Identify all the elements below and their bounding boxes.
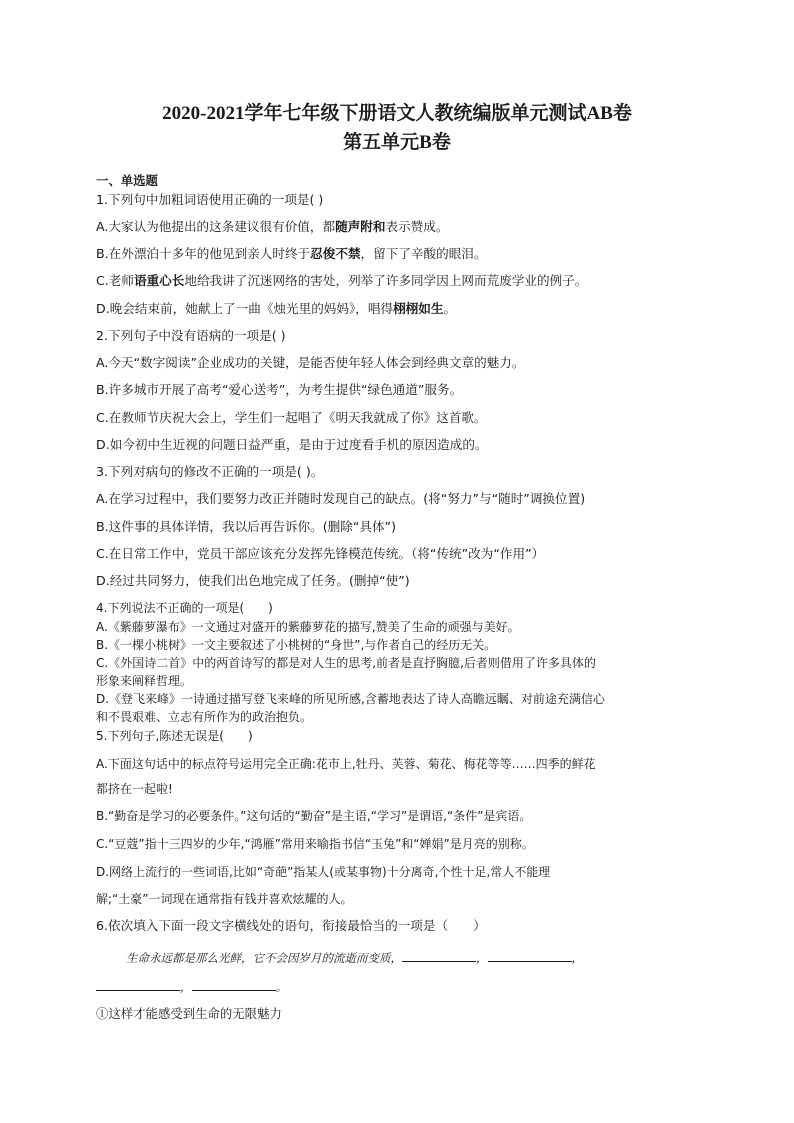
q4-option-a: A.《紫藤萝瀑布》一文通过对盛开的紫藤萝花的描写,赞美了生命的顽强与美好。 [96, 620, 520, 634]
section-heading: 一、单选题 [96, 173, 158, 188]
q3-option-b: B.这件事的具体详情，我以后再告诉你。(删除“具体”) [96, 519, 396, 534]
q1-option-d: D.晚会结束前，她献上了一曲《烛光里的妈妈》，唱得栩栩如生。 [96, 301, 457, 316]
fill-blank [96, 979, 180, 991]
q4-option-d-line2: 和不畏艰难、立志有所作为的政治抱负。 [96, 710, 313, 724]
q6-option-1: ①这样才能感受到生命的无限魅力 [96, 1006, 282, 1021]
q1-option-b: B.在外漂泊十多年的他见到亲人时终于忍俊不禁，留下了辛酸的眼泪。 [96, 246, 487, 261]
q1-option-c: C.老师语重心长地给我讲了沉迷网络的害处，列举了许多同学因上网而荒废学业的例子。 [96, 273, 588, 288]
q6-passage: 生命永远都是那么光鲜，它不会因岁月的流逝而变质， ， ， [126, 951, 583, 965]
q6-passage-continued: ， 。 [96, 979, 287, 995]
document-title: 2020-2021学年七年级下册语文人教统编版单元测试AB卷 [162, 103, 632, 124]
q4-option-c-line1: C.《外国诗二首》中的两首诗写的都是对人生的思考,前者是直抒胸臆,后者则借用了许多具体的 [96, 656, 596, 670]
q6-stem: 6.依次填入下面一段文字横线处的语句，衔接最恰当的一项是（ ） [96, 918, 486, 933]
document-subtitle: 第五单元B卷 [343, 132, 451, 153]
q3-option-a: A.在学习过程中，我们要努力改正并随时发现自己的缺点。(将“努力”与“随时”调换位置) [96, 491, 586, 506]
fill-blank [402, 950, 476, 962]
q5-option-c: C.“豆蔻”指十三四岁的少年,“鸿雁”常用来喻指书信“玉兔”和“婵娟”是月亮的别称。 [96, 837, 534, 851]
q3-stem: 3.下列对病句的修改不正确的一项是( )。 [96, 464, 324, 479]
q5-option-a-line1: A.下面这句话中的标点符号运用完全正确:花市上,牡丹、芙蓉、菊花、梅花等等……四季的鲜花 [96, 757, 596, 771]
q5-option-d-line1: D.网络上流行的一些词语,比如“奇葩”指某人(或某事物)十分离奇,个性十足,常人不能理 [96, 865, 551, 879]
q5-option-b: B.“勤奋是学习的必要条件。”这句话的“勤奋”是主语,“学习”是谓语,“条件”是宾语。 [96, 809, 532, 823]
fill-blank [192, 979, 276, 991]
q2-option-c: C.在教师节庆祝大会上，学生们一起唱了《明天我就成了你》这首歌。 [96, 410, 487, 425]
q2-option-a: A.今天“数字阅读”企业成功的关键，是能否使年轻人体会到经典文章的魅力。 [96, 355, 525, 370]
q1-option-a: A.大家认为他提出的这条建议很有价值，都随声附和表示赞成。 [96, 219, 449, 234]
q4-option-b: B.《一棵小桃树》一文主要叙述了小桃树的“身世”,与作者自己的经历无关。 [96, 638, 497, 652]
q4-option-d-line1: D.《登飞来峰》一诗通过描写登飞来峰的所见所感,含蓄地表达了诗人高瞻远瞩、对前途充满信心 [96, 692, 605, 706]
q2-option-b: B.许多城市开展了高考“爱心送考”，为考生提供“绿色通道”服务。 [96, 382, 463, 397]
q2-option-d: D.如今初中生近视的问题日益严重，是由于过度看手机的原因造成的。 [96, 437, 488, 452]
q5-option-a-line2: 都挤在一起啦! [96, 782, 173, 796]
q1-stem: 1.下列句中加粗词语使用正确的一项是( ) [96, 192, 324, 207]
q4-stem: 4.下列说法不正确的一项是( ) [96, 601, 273, 615]
q2-stem: 2.下列句子中没有语病的一项是( ) [96, 328, 286, 343]
q5-option-d-line2: 解;“土豪”一词现在通常指有钱并喜欢炫耀的人。 [96, 892, 353, 906]
fill-blank [488, 950, 572, 962]
q5-stem: 5.下列句子,陈述无误是( ) [96, 729, 253, 743]
q3-option-c: C.在日常工作中，党员干部应该充分发挥先锋模范传统。（将“传统”改为“作用”） [96, 546, 545, 561]
q3-option-d: D.经过共同努力，使我们出色地完成了任务。(删掉“使”) [96, 573, 410, 588]
q4-option-c-line2: 形象来阐释哲理。 [96, 674, 193, 688]
